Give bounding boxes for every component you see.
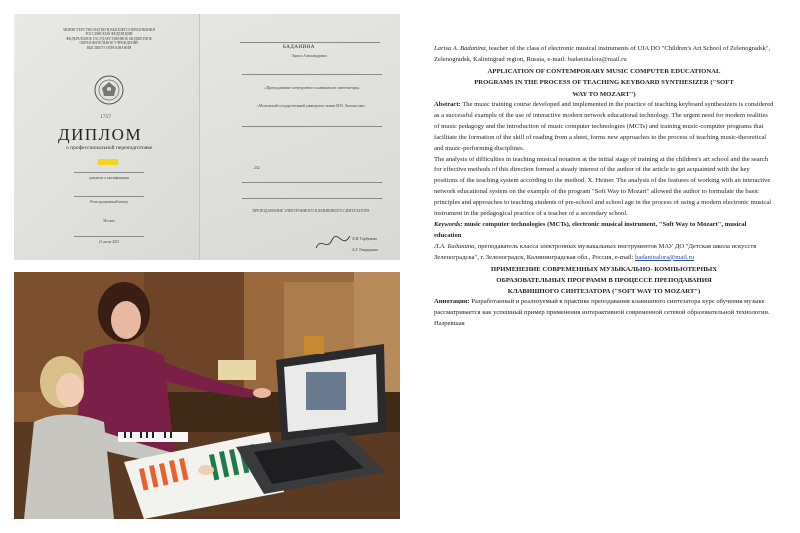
abstract-en: [434, 100, 774, 155]
author-email-ru[interactable]: badaninalora@mail.ru: [635, 253, 695, 261]
hours-value: 252: [254, 166, 260, 170]
author-line-en: [434, 44, 774, 66]
document-label: документ о квалификации: [88, 176, 130, 180]
issue-date-left: 21 июля 2021: [98, 240, 120, 244]
ministry-header: МИНИСТЕРСТВО НАУКИ И ВЫСШЕГО ОБРАЗОВАНИЯ РОССИЙСКОЙ ФЕДЕРАЦИИ ФЕДЕРАЛЬНОЕ ГОСУДАРСТВЕННОЕ БЮДЖЕТНОЕ ОБРАЗОВАТЕЛЬНОЕ УЧРЕЖДЕНИЕ ВЫСШЕГО ОБРАЗОВАНИЯ: [63, 28, 155, 50]
highlight-mark: [98, 159, 118, 165]
reg-number-label: Регистрационный номер: [90, 200, 128, 204]
article-title-ru: ПРИМЕНЕНИЕ СОВРЕМЕННЫХ МУЗЫКАЛЬНО- КОМПЬЮТЕРНЫХ ОБРАЗОВАТЕЛЬНЫХ ПРОГРАММ В ПРОЦЕССЕ ПРЕПОДАВАНИЯ КЛАВИШНОГО СИНТЕЗАТОРА ("SOFT WAY TO MOZART"): [490, 265, 718, 296]
article-page: [434, 44, 774, 330]
author-email-en[interactable]: badaninalora@mail.ru: [567, 55, 627, 63]
city-label: Москва: [103, 219, 115, 223]
abstract-label-ru: Аннотация:: [434, 298, 470, 306]
abstract-text-en-2: The analysis of difficulties in teaching musical notation at the initial stage of training at the children's art school and the search for effective methods of this direction formed a steady interest of the author of the article to get acquainted with the key positions of the teaching system according to the method. X. Heiner. The analysis of the features of working with an interactive network educational system on the example of the program "Soft Way to Mozart" allowed the author to formulate the basic principles and approaches to teaching students of pre-school and school age in the process of using a modern electronic musical instrument in the pedagogical practice of a teacher of a secondary school.: [434, 155, 772, 218]
article-title-en: APPLICATION OF CONTEMPORARY MUSIC COMPUTER EDUCATIONAL PROGRAMS IN THE PROCESS OF TEACHING KEYBOARD SYNTHESIZER ("SOFT WAY TO MOZART"): [474, 67, 734, 98]
divider: [74, 196, 144, 197]
diploma-right-page: [199, 14, 400, 260]
program-title: «Преподавание электронного клавишного синтезатора»: [264, 85, 360, 90]
holder-given-name: Лариса Александровна: [291, 54, 327, 58]
secretary-signature: А.Г. Гендидских: [352, 248, 379, 252]
university-name: «Московский государственный университет имени М.В. Ломоносова»: [257, 104, 365, 108]
author-name-en: Larisa A. Badanina: [434, 45, 486, 52]
keywords-text-en: music computer technologies (MCTs), electronic musical instrument, "Soft Way to Mozart", musical education: [434, 221, 747, 239]
divider: [74, 236, 144, 237]
diploma-photo: [14, 14, 400, 260]
author-line-ru: [434, 242, 774, 264]
divider: [242, 74, 382, 75]
divider: [242, 126, 382, 127]
author-affiliation-ru: , преподаватель класса электронных музыкальных инструментов МАУ ДО "Детская школа искусств Зеленоградска", г. Зеленоградск, Калининградская обл., Россия, e-mail:: [434, 242, 757, 261]
chair-signature: Л.Н. Горбунова: [352, 237, 377, 241]
abstract-label-en: Abstract:: [434, 101, 461, 109]
abstract-text-ru: Разработанный и реализуемый в практике преподавания клавишного синтезатора курс обучения музыке рассматривается как успешный пример применения интерактивной современной сетевой образовательной технологии. Назревшая: [434, 298, 770, 328]
keywords-label-en: Keywords:: [434, 221, 463, 228]
abstract-ru: [434, 297, 774, 330]
signature-icon: [314, 232, 354, 254]
abstract-text-en-1: The music training course developed and implemented in the practice of teaching keyboard synthesizers is considered as a successful example of the use of interactive modern network educational technology. The urgent need for modern realities of music pedagogy and the introduction of music computer technologies (MCTs) and training music-computer programs that facilitate the formation of the skill of reading from a sheet, forms new approaches to the process of teaching music-theoretical and music-performing disciplines.: [434, 101, 774, 152]
divider: [242, 182, 382, 183]
divider: [240, 42, 380, 43]
diploma-title: ДИПЛОМ: [58, 125, 143, 144]
diploma-year: 1757: [100, 114, 111, 120]
diploma-left-page: [14, 14, 199, 260]
teaching-photo: [14, 272, 400, 519]
teacher-child-laptop-icon: [14, 272, 400, 519]
keywords-en: [434, 220, 774, 242]
course-name: ПРЕПОДАВАНИЕ ЭЛЕКТРОННОГО КЛАВИШНОГО СИНТЕЗАТОРА: [252, 209, 370, 213]
divider: [74, 172, 144, 173]
university-emblem-icon: [92, 74, 126, 106]
holder-surname: БАДАНИНА: [283, 45, 315, 50]
diploma-subtitle: о профессиональной переподготовке: [66, 145, 153, 151]
divider: [242, 198, 382, 199]
author-affiliation-en: , teacher of the class of electronic musical instruments of UIA DO "Children's Art School of Zelenogradsk", Zelenogradsk, Kaliningrad region, Russia, e-mail:: [434, 45, 771, 63]
author-name-ru: Л.А. Баданина: [434, 242, 475, 250]
